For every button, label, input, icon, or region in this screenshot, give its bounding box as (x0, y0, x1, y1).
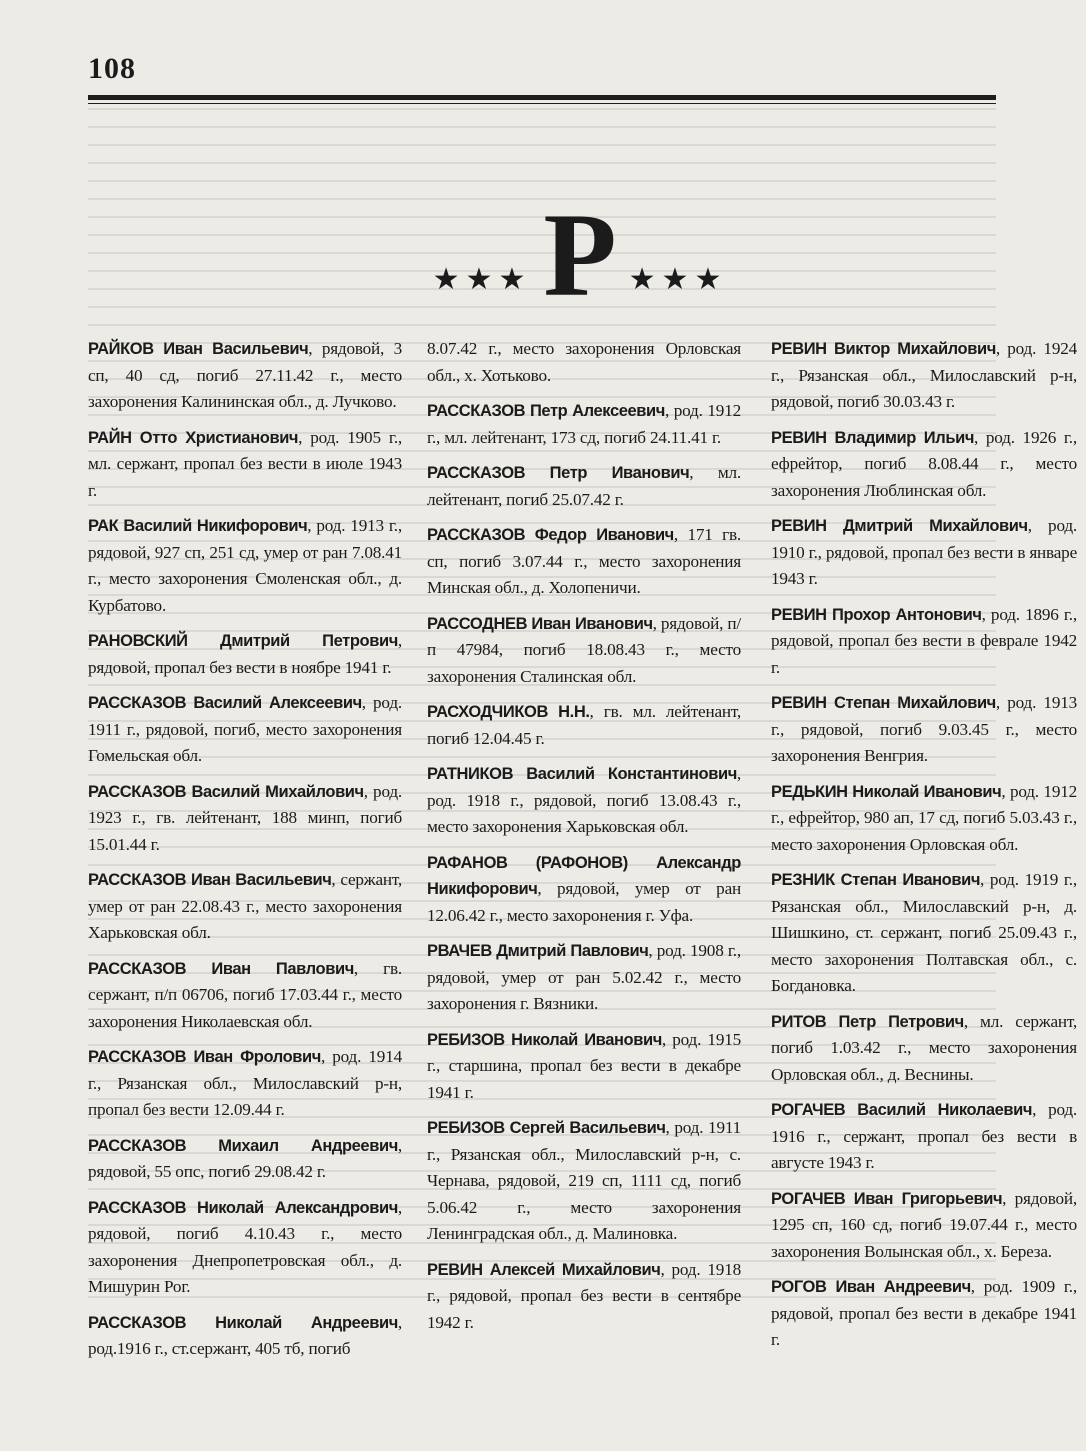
entry-name: РЕЗНИК Степан Иванович (771, 871, 981, 889)
entry-text: , мл. сержант, погиб 1.03.42 г., место захоронения Орловская обл., д. Веснины. (771, 1011, 1077, 1084)
entry (427, 1257, 741, 1337)
entry (771, 602, 1077, 682)
entry-name: РЕБИЗОВ Сергей Васильевич (427, 1119, 666, 1137)
entry (88, 425, 402, 505)
entry-text: , рядовой, умер от ран 12.06.42 г., место захоронения г. Уфа. (427, 879, 741, 925)
entry (88, 1310, 402, 1363)
entry (88, 779, 402, 859)
entry (771, 1274, 1077, 1354)
entry-name: РЕВИН Владимир Ильич (771, 428, 975, 447)
section-heading (425, 188, 735, 321)
entry (427, 761, 741, 841)
entry-text: , рядовой, 3 сп, 40 сд, погиб 27.11.42 г., место захоронения Калининская обл., д. Лучково. (88, 339, 403, 411)
stars-right: ★★★ (628, 262, 728, 297)
entry (771, 336, 1077, 416)
entry-name: РАССКАЗОВ Петр Иванович (427, 464, 690, 482)
entry (771, 1009, 1077, 1089)
page-number: 108 (88, 52, 136, 85)
entry-name: РЕВИН Степан Михайлович (771, 694, 996, 712)
entry (88, 690, 402, 770)
entry-name: РОГОВ Иван Андреевич (771, 1278, 971, 1296)
entry-name: РОГАЧЕВ Василий Николаевич (771, 1101, 1033, 1119)
entry (88, 1195, 402, 1301)
entry-text: , род. 1923 г., гв. лейтенант, 188 минп, погиб 15.01.44 г. (88, 781, 402, 854)
entry-text: , гв. сержант, п/п 06706, погиб 17.03.44 г., место захоронения Николаевская обл. (88, 958, 402, 1031)
entry-text: , рядовой, пропал без вести в ноябре 1941 г. (88, 631, 402, 677)
entry-text: , род. 1919 г., Рязанская обл., Милославский р-н, д. Шишкино, ст. сержант, погиб 25.09.43 г., место захоронения Полтавская обл., с. Богдановка. (771, 870, 1077, 995)
entry-text: , род.1916 г., ст.сержант, 405 тб, погиб (88, 1312, 402, 1358)
entry-text: , род. 1910 г., рядовой, пропал без вести в январе 1943 г. (771, 516, 1077, 588)
entry-text: , сержант, умер от ран 22.08.43 г., место захоронения Харьковская обл. (88, 870, 402, 942)
entry-name: РАССОДНЕВ Иван Иванович (427, 614, 653, 633)
entry (88, 628, 402, 681)
entry (88, 513, 402, 619)
entry (771, 867, 1077, 1000)
entry-text: , род. 1905 г., мл. сержант, пропал без вести в июле 1943 г. (88, 427, 403, 500)
entry (88, 867, 402, 947)
entry-text: , рядовой, 55 опс, погиб 29.08.42 г. (88, 1135, 402, 1181)
entry-text: , род. 1926 г., ефрейтор, погиб 8.08.44 г., место захоронения Люблинская обл. (771, 427, 1077, 500)
entry (771, 425, 1077, 505)
column-3 (771, 336, 1077, 1363)
entry (88, 956, 402, 1036)
entry-name: РЕВИН Алексей Михайлович (427, 1260, 661, 1279)
entry-name: РЕВИН Прохор Антонович (771, 605, 982, 624)
entry (427, 398, 741, 451)
column-1 (88, 336, 402, 1372)
entry (427, 850, 741, 930)
stars-left: ★★★ (432, 262, 532, 297)
entry-name: РАССКАЗОВ Василий Алексеевич (88, 694, 362, 712)
entry-name: РЕВИН Дмитрий Михайлович (771, 517, 1028, 535)
entry-name: РАССКАЗОВ Николай Андреевич (88, 1313, 398, 1332)
entry-name: РАССКАЗОВ Федор Иванович (427, 526, 674, 544)
entry-text: , род. 1911 г., Рязанская обл., Милославский р-н, с. Чернава, рядовой, 219 сп, 1111 сд, погиб 5.06.42 г., место захоронения Ленинградская обл., д. Малиновка. (427, 1118, 741, 1243)
entry (771, 690, 1077, 770)
entry (771, 513, 1077, 593)
entry (771, 779, 1077, 859)
entry-text: , рядовой, п/п 47984, погиб 18.08.43 г., место захоронения Сталинская обл. (427, 613, 741, 686)
entry-text: , род. 1918 г., рядовой, погиб 13.08.43 г., место захоронения Харьковская обл. (427, 764, 741, 836)
header-rule-thick (88, 95, 996, 100)
entry (771, 1186, 1077, 1266)
entry (427, 938, 741, 1018)
entry-name: РАССКАЗОВ Иван Павлович (88, 959, 354, 978)
entry (88, 1044, 402, 1124)
entry (427, 611, 741, 691)
entry-text: , род. 1911 г., рядовой, погиб, место захоронения Гомельская обл. (88, 693, 402, 765)
entry (427, 336, 741, 389)
entry-name: РАК Василий Никифорович (88, 517, 308, 535)
entry-text: , род. 1913 г., рядовой, 927 сп, 251 сд, умер от ран 7.08.41 г., место захоронения Смоленская обл., д. Курбатово. (88, 516, 402, 615)
entry-text: , род. 1916 г., сержант, пропал без вести в августе 1943 г. (771, 1100, 1077, 1172)
entry-text: , род. 1914 г., Рязанская обл., Милославский р-н, пропал без вести 12.09.44 г. (88, 1047, 402, 1119)
entry-text: , рядовой, 1295 сп, 160 сд, погиб 19.07.44 г., место захоронения Волынская обл., х. Береза. (771, 1188, 1077, 1261)
entry (88, 336, 402, 416)
entry-text: , род. 1896 г., рядовой, пропал без вести в феврале 1942 г. (771, 604, 1078, 677)
entry-text: , род. 1913 г., рядовой, погиб 9.03.45 г., место захоронения Венгрия. (771, 693, 1077, 765)
entry-text: , род. 1915 г., старшина, пропал без вести в декабре 1941 г. (427, 1029, 741, 1102)
entry-name: РАТНИКОВ Василий Константинович (427, 765, 737, 783)
entry-name: РИТОВ Петр Петрович (771, 1012, 964, 1031)
entry-name: РАЙКОВ Иван Васильевич (88, 340, 309, 358)
entry (427, 1027, 741, 1107)
entry-text: , рядовой, погиб 4.10.43 г., место захоронения Днепропетровская обл., д. Мишурин Рог. (88, 1197, 402, 1296)
entry (427, 460, 741, 513)
entry-name: РАСХОДЧИКОВ Н.Н. (427, 703, 590, 721)
entry-name: РВАЧЕВ Дмитрий Павлович (427, 942, 649, 960)
entry-text: 8.07.42 г., место захоронения Орловская обл., х. Хотьково. (427, 339, 741, 385)
entry-name: РАССКАЗОВ Василий Михайлович (88, 782, 364, 801)
entry-name: РАНОВСКИЙ Дмитрий Петрович (88, 632, 398, 650)
entry-name: РАЙН Отто Христианович (88, 428, 299, 447)
entry-name: РЕДЬКИН Николай Иванович (771, 782, 1002, 801)
entry-text: , гв. мл. лейтенант, погиб 12.04.45 г. (427, 702, 741, 748)
entry-name: РАФАНОВ (РАФОНОВ) Александр Никифорович (427, 853, 741, 898)
entry-text: , род. 1918 г., рядовой, пропал без вести в сентябре 1942 г. (427, 1259, 741, 1332)
entry (88, 1133, 402, 1186)
entry-text: , род. 1908 г., рядовой, умер от ран 5.02.42 г., место захоронения г. Вязники. (427, 941, 741, 1013)
entry-name: РАССКАЗОВ Николай Александрович (88, 1198, 398, 1217)
entry-name: РАССКАЗОВ Михаил Андреевич (88, 1136, 398, 1155)
entry-text: , 171 гв. сп, погиб 3.07.44 г., место захоронения Минская обл., д. Холопеничи. (427, 525, 741, 597)
entry-text: , род. 1924 г., Рязанская обл., Милославский р-н, рядовой, погиб 30.03.43 г. (771, 339, 1077, 411)
entry-name: РАССКАЗОВ Иван Васильевич (88, 871, 332, 889)
entry-name: РОГАЧЕВ Иван Григорьевич (771, 1189, 1003, 1208)
entry (771, 1097, 1077, 1177)
entry-text: , мл. лейтенант, погиб 25.07.42 г. (427, 463, 741, 509)
entry-text: , род. 1912 г., мл. лейтенант, 173 сд, погиб 24.11.41 г. (427, 401, 741, 447)
entry (427, 699, 741, 752)
entry (427, 1115, 741, 1248)
entry-text: , род. 1909 г., рядовой, пропал без вести в декабре 1941 г. (771, 1277, 1078, 1349)
column-2 (427, 336, 741, 1345)
section-letter: Р (543, 188, 617, 321)
header-rule-thin (88, 103, 996, 104)
entry-name: РАССКАЗОВ Петр Алексеевич (427, 402, 665, 420)
entry (427, 522, 741, 602)
entry-name: РЕВИН Виктор Михайлович (771, 340, 996, 358)
entry-name: РАССКАЗОВ Иван Фролович (88, 1048, 321, 1066)
entry-text: , род. 1912 г., ефрейтор, 980 ап, 17 сд, погиб 5.03.43 г., место захоронения Орловская обл. (771, 781, 1077, 854)
entry-name: РЕБИЗОВ Николай Иванович (427, 1030, 662, 1049)
